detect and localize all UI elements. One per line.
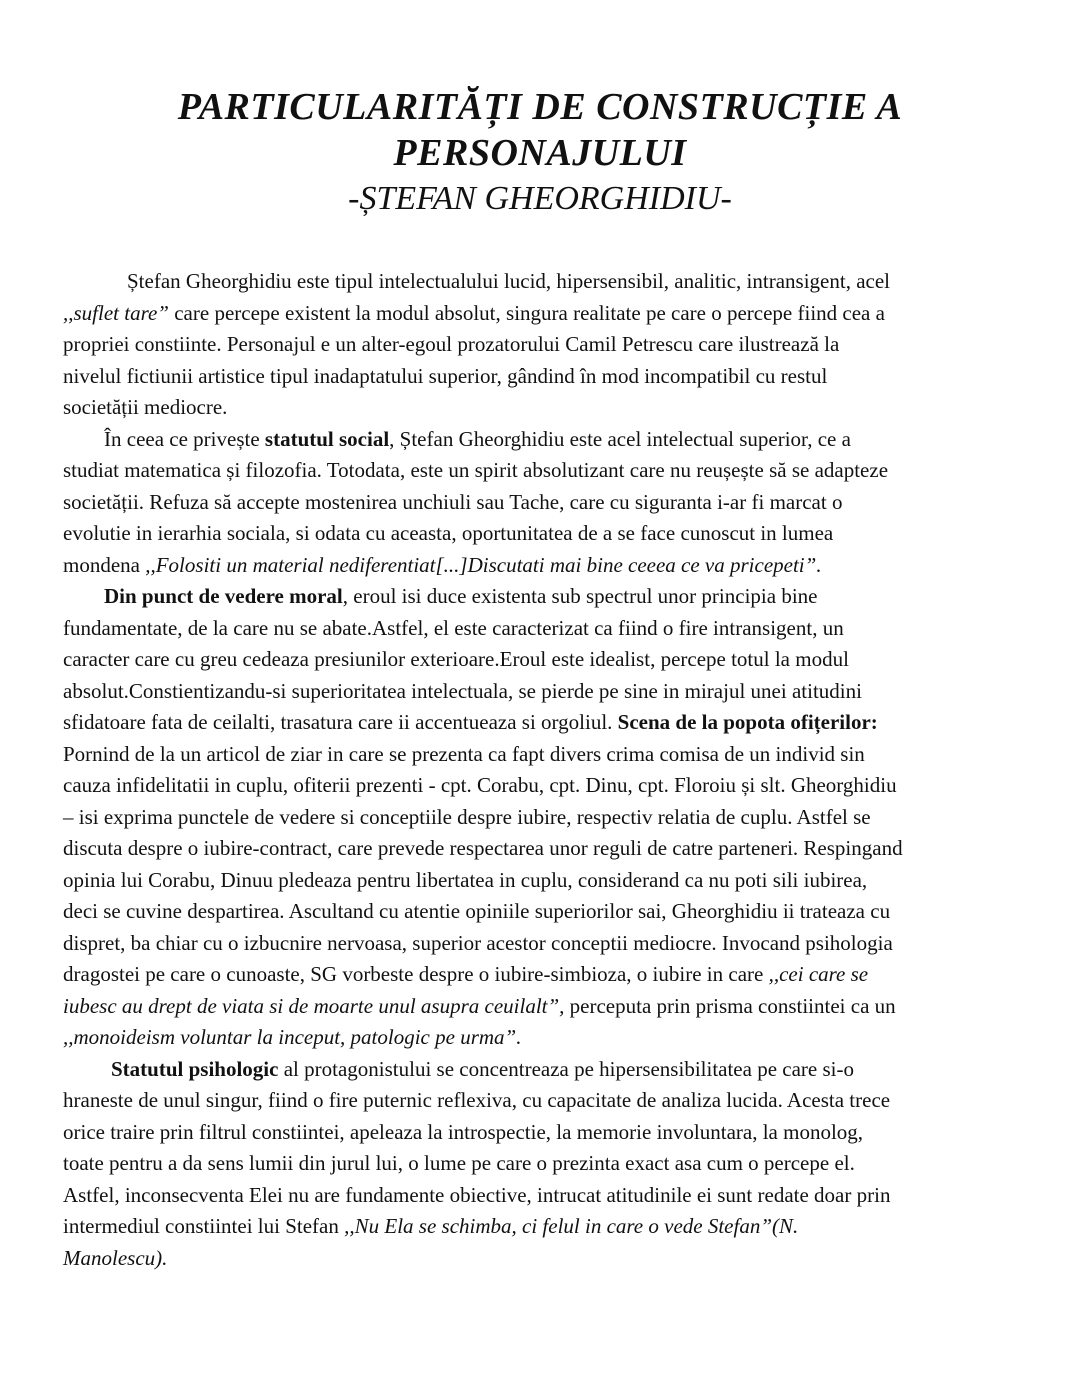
paragraph-psychological [63, 1054, 1023, 1275]
text-line: absolut.Constientizandu-si superioritatea intelectuala, se pierde pe sine in mirajul unei atitudini [63, 678, 862, 703]
text-line: – isi exprima punctele de vedere si conceptiile despre iubire, respectiv relatia de cuplu. Astfel se [63, 804, 871, 829]
quote-text: ,,Nu Ela se schimba, ci felul in care o vede Stefan”(N. [344, 1214, 799, 1238]
text-line: evolutie in ierarhia sociala, si odata cu aceasta, oportunitatea de a se face cunoscut in lumea [63, 521, 834, 545]
text-line [63, 991, 1023, 1023]
text-span: , Ștefan Gheorghidiu este acel intelectual superior, ce a [389, 426, 851, 451]
text-span: În ceea ce privește [104, 426, 265, 451]
text-span: , eroul isi duce existenta sub spectrul unor principia bine [342, 584, 818, 608]
bold-heading: statutul social [264, 426, 390, 451]
paragraph-intro [63, 266, 1023, 424]
text-line: studiat matematica și filozofia. Totodata, este un spirit absolutizant care nu reușește să se adapteze [63, 458, 889, 482]
body-text [63, 266, 1023, 1274]
text-line [63, 959, 1023, 991]
text-span: sfidatoare fata de ceilalti, trasatura care ii accentueaza si orgoliul. [63, 710, 618, 734]
text-line [63, 1243, 1023, 1275]
text-span: intermediul constiintei lui Stefan [63, 1214, 345, 1238]
bold-heading: Scena de la popota ofițerilor: [617, 710, 878, 734]
quote-text: iubesc au drept de viata si de moarte unul asupra ceuilalt”, [63, 993, 565, 1018]
text-line: nivelul fictiunii artistice tipul inadaptatului superior, gândind în mod incompatibil cu restul [63, 363, 828, 388]
text-line [63, 707, 1023, 739]
page-title-line-2: PERSONAJULUI [393, 132, 687, 174]
paragraph-social-status [63, 424, 1023, 582]
text-line: cauza infidelitatii in cuplu, ofiterii prezenti - cpt. Corabu, cpt. Dinu, cpt. Floroiu și slt. Gheorghidiu [63, 773, 897, 797]
quote-text: ,,cei care se [768, 962, 869, 986]
text-span: perceputa prin prisma constiintei ca un [564, 993, 896, 1018]
text-line: orice traire prin filtrul constiintei, apeleaza la introspectie, la memorie involuntara, la monolog, [63, 1119, 864, 1144]
text-line [63, 424, 1023, 456]
quote-text: ,,Folositi un material nediferentiat[...]Discutati mai bine ceeea ce va pricepeti”. [145, 552, 822, 577]
text-line: deci se cuvine despartirea. Ascultand cu atentie opiniile superiorilor sai, Gheorghidiu ii trateaza cu [63, 899, 891, 923]
quote-text: Manolescu). [63, 1245, 168, 1270]
title-block [0, 84, 1080, 222]
text-line [63, 1054, 1023, 1086]
text-line: propriei constiinte. Personajul e un alter-egoul prozatorului Camil Petrescu care ilustrează la [63, 332, 840, 356]
text-line: Astfel, inconsecventa Elei nu are fundamente obiective, intrucat atitudinile ei sunt redate doar prin [63, 1182, 891, 1207]
page-subtitle: -ȘTEFAN GHEORGHIDIU- [348, 180, 732, 217]
text-span: dragostei pe care o cunoaste, SG vorbeste despre o iubire-simbioza, o iubire in care [63, 962, 769, 986]
text-span: al protagonistului se concentreaza pe hipersensibilitatea pe care si-o [278, 1056, 854, 1081]
text-line [63, 581, 1023, 613]
text-line: opinia lui Corabu, Dinuu pledeaza pentru libertatea in cuplu, considerand ca nu poti sili iubirea, [63, 867, 868, 892]
bold-heading: Din punct de vedere moral [104, 584, 343, 608]
text-line [63, 550, 1023, 582]
text-span: care percepe existent la modul absolut, singura realitate pe care o percepe fiind cea a [168, 300, 885, 325]
text-line [63, 298, 1023, 330]
text-line: discuta despre o iubire-contract, care prevede respectarea unor reguli de catre parteneri. Respingand [63, 836, 903, 860]
text-line: Pornind de la un articol de ziar in care se prezenta ca fapt divers crima comisa de un individ sin [63, 741, 865, 766]
text-line: dispret, ba chiar cu o izbucnire nervoasa, superior acestor conceptii mediocre. Invocand psihologia [63, 930, 893, 955]
text-line: hraneste de unul singur, fiind o fire puternic reflexiva, cu capacitate de analiza lucida. Acesta trece [63, 1088, 891, 1112]
text-line: Ștefan Gheorghidiu este tipul intelectualului lucid, hipersensibil, analitic, intransigent, acel [127, 269, 890, 293]
text-line: societății mediocre. [63, 395, 228, 419]
quote-text: ,,suflet tare” [63, 300, 169, 325]
bold-heading: Statutul psihologic [111, 1056, 279, 1081]
text-line: caracter care cu greu cedeaza presiunilor exterioare.Eroul este idealist, percepe totul la modul [63, 647, 849, 671]
text-line: societății. Refuza să accepte mostenirea unchiuli sau Tache, care cu siguranta i-ar fi marcat o [63, 489, 843, 514]
page-title-line-1: PARTICULARITĂȚI DE CONSTRUCȚIE A [177, 86, 903, 128]
text-line: toate pentru a da sens lumii din jurul lui, o lume pe care o prezinta exact asa cum o percepe el. [63, 1151, 855, 1175]
text-line [63, 1022, 1023, 1054]
quote-text: ,,monoideism voluntar la inceput, patologic pe urma”. [63, 1025, 522, 1049]
text-line [63, 1211, 1023, 1243]
text-span: mondena [63, 552, 146, 577]
paragraph-moral [63, 581, 1023, 1054]
text-line: fundamentate, de la care nu se abate.Astfel, el este caracterizat ca fiind o fire intransigent, un [63, 615, 844, 640]
